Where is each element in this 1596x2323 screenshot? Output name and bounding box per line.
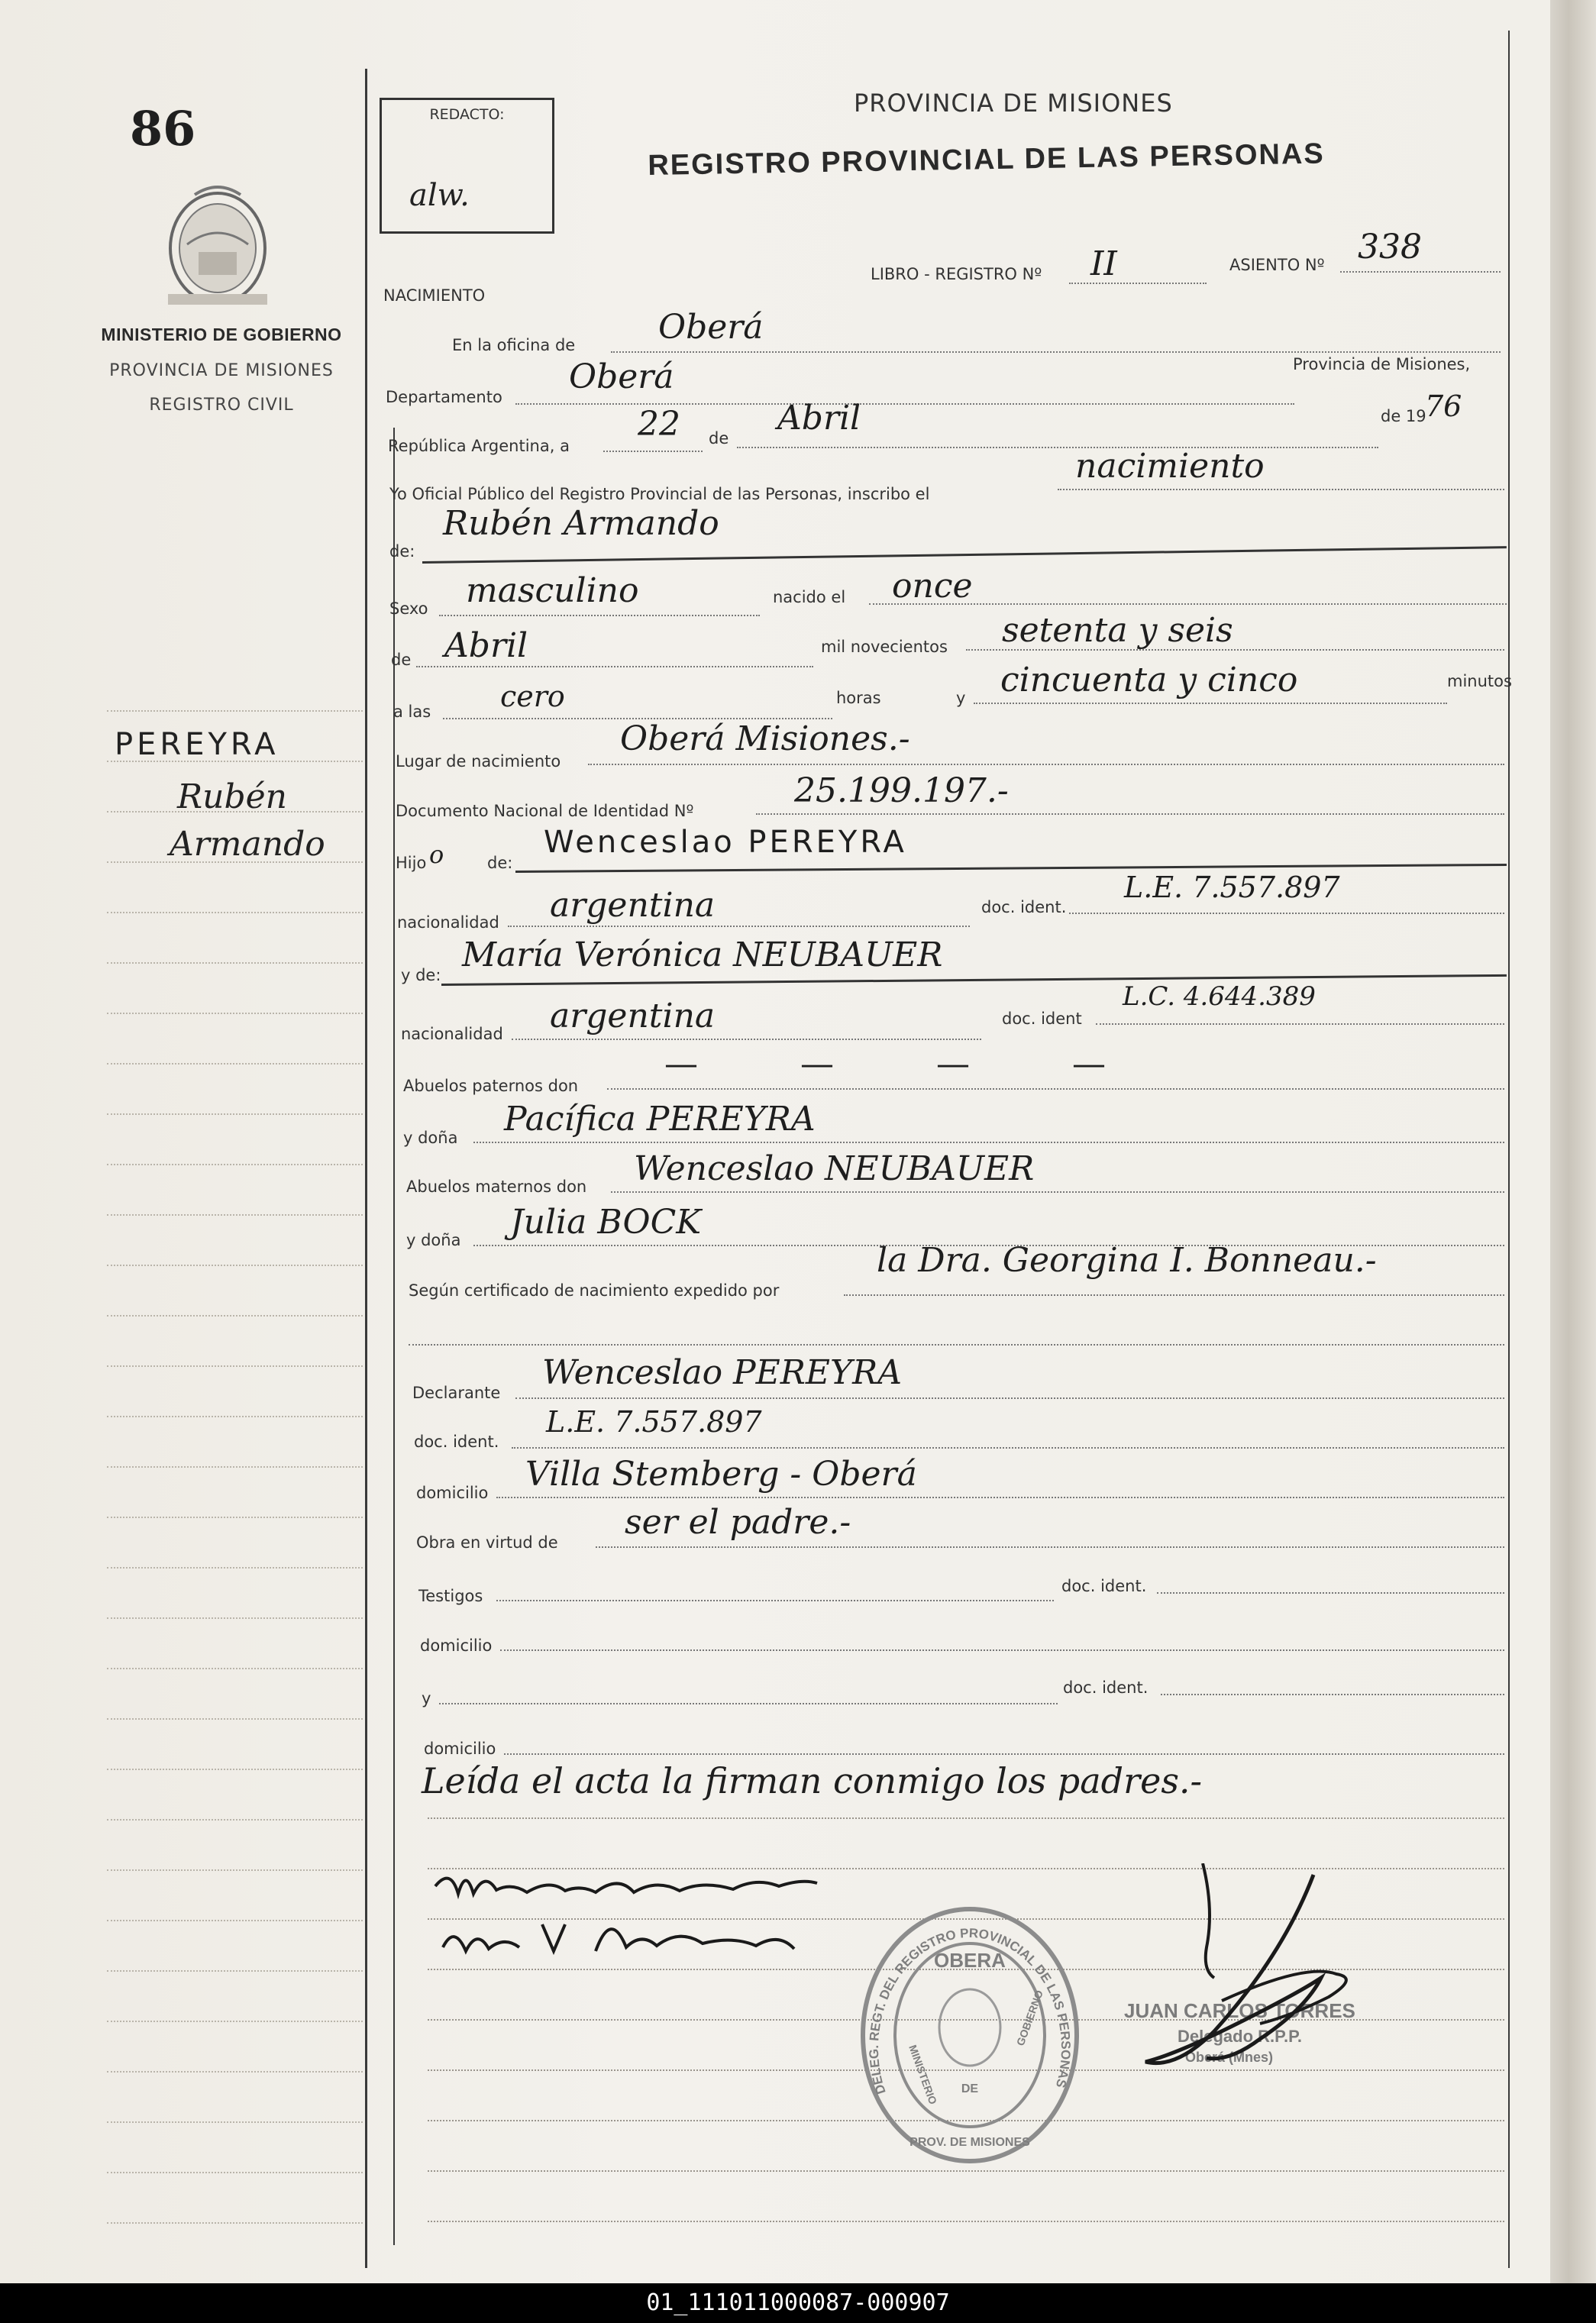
doc-madre-dots [1096,1023,1504,1025]
stamp-bottom-text: PROV. DE MISIONES [909,2136,1030,2149]
margin-rule [107,2071,363,2073]
margin-rule [107,1517,363,1518]
cert-label: Según certificado de nacimiento expedido por [409,1281,780,1300]
libro-label: LIBRO - REGISTRO Nº [871,265,1042,283]
margin-rule [107,1265,363,1266]
nombre-de-label: de: [389,542,415,561]
declarante-value: Wenceslao PEREYRA [542,1353,902,1392]
margin-rule [107,1466,363,1468]
mes-value: Abril [777,399,861,438]
padre-value: Wenceslao PEREYRA [544,825,907,860]
ab-pat-don-value: — — — — [664,1045,1152,1084]
testigos-dots [496,1600,1054,1601]
cert-value: la Dra. Georgina I. Bonneau.- [877,1241,1377,1280]
official-stamp [855,1901,1084,2169]
officer-place: Oberá (Mnes) [1185,2050,1274,2065]
page-edge [1550,0,1596,2283]
officer-title: Delegado R.P.P. [1178,2027,1303,2046]
ab-mat-dona-value: Julia BOCK [510,1203,702,1242]
madre-line [441,974,1507,986]
doc-padre-dots [1069,913,1504,914]
doc-madre-value: L.C. 4.644.389 [1123,981,1316,1012]
oficial-label: Yo Oficial Público del Registro Provincial de las Personas, inscribo el [389,485,930,503]
mes-dots [737,447,1378,448]
lugar-label: Lugar de nacimiento [396,752,561,771]
declarante-label: Declarante [412,1384,501,1402]
lugar-dots [588,764,1504,765]
right-border [1508,31,1510,2268]
padre-line [515,864,1507,873]
parents-signatures [428,1863,825,1985]
margin-rule [107,2121,363,2123]
cert-dots-2 [409,1344,1504,1346]
margin-rule [107,1869,363,1871]
margin-rule [107,1164,363,1165]
redacto-box [380,98,554,234]
blank-rule [428,2170,1504,2172]
dom3-dots [504,1753,1504,1755]
margin-rule [107,761,363,762]
mil-label: mil novecientos [821,638,948,656]
ministry-province: PROVINCIA DE MISIONES [109,361,334,380]
ab-pat-dots [607,1088,1504,1090]
margin-firstname: Rubén [177,777,288,816]
stamp-center-1: MINISTERIO [906,2043,940,2106]
oficina-label: En la oficina de [452,336,576,354]
doc-padre-value: L.E. 7.557.897 [1124,871,1340,904]
dia-dots [603,451,703,452]
record-type: NACIMIENTO [383,286,486,305]
mes-nac-value: Abril [444,626,528,665]
oficina-dots [611,351,1501,353]
stamp-top-text: OBERA [934,1949,1006,1972]
dia-value: 22 [638,405,680,444]
dom2-label: domicilio [420,1636,493,1655]
minutos-label: minutos [1447,672,1512,690]
margin-rule [107,1013,363,1014]
departamento-value: Oberá [569,357,674,396]
margin-surname: PEREYRA [115,727,279,762]
nac-madre-dots [512,1039,981,1040]
registry-title: REGISTRO PROVINCIAL DE LAS PERSONAS [648,137,1326,182]
y2-label: y [422,1689,431,1708]
margin-rule [107,1365,363,1367]
anio-value: 76 [1425,389,1462,423]
margin-rule [107,1970,363,1972]
anio-label: de 19 [1381,407,1426,425]
margin-rule [107,1063,363,1065]
officer-signature [1130,1863,1420,2092]
asiento-label: ASIENTO Nº [1229,256,1325,274]
departamento-label: Departamento [386,388,502,406]
minutos-value: cincuenta y cinco [1000,661,1298,699]
sexo-dots [439,615,760,616]
blank-rule [428,2221,1504,2222]
ab-pat-label: Abuelos paternos don [403,1077,579,1095]
ab-pat-dona-label: y doña [403,1129,458,1147]
ab-mat-dona-label: y doña [406,1231,461,1249]
nac-padre-label: nacionalidad [397,913,499,932]
margin-rule [107,1920,363,1921]
dni-value: 25.199.197.- [794,771,1009,810]
test-doc-label: doc. ident. [1061,1577,1147,1595]
test2-doc-label: doc. ident. [1063,1678,1149,1697]
ab-mat-dots [611,1191,1504,1193]
testigos-label: Testigos [418,1587,483,1605]
stamp-center-3: GOBIERNO [1013,1988,1045,2048]
lugar-value: Oberá Misiones.- [620,719,910,758]
margin-rule [107,811,363,813]
domicilio-label: domicilio [416,1484,489,1502]
ministry-name: MINISTERIO DE GOBIERNO [101,325,342,344]
alas-label: a las [393,703,431,721]
dni-label: Documento Nacional de Identidad Nº [396,802,694,820]
oficina-value: Oberá [658,308,764,347]
y-label: y [956,689,966,707]
officer-name: JUAN CARLOS TORRES [1124,1999,1355,2022]
dni-dots [756,813,1504,815]
decl-doc-dots [512,1447,1504,1449]
nombre-value: Rubén Armando [443,504,719,543]
de2-label: de [391,651,412,669]
madre-value: María Verónica NEUBAUER [462,935,943,974]
margin-rule [107,912,363,913]
hijo-de-label: de: [487,854,513,872]
margin-rule [107,962,363,964]
doc-padre-label: doc. ident. [981,898,1067,916]
cert-dots [844,1294,1504,1296]
dia-de-label: de [709,429,729,447]
margin-rule [107,1416,363,1417]
horas-value: cero [500,680,565,713]
nacido-value: once [892,567,973,606]
nac-padre-value: argentina [550,886,716,925]
margin-rule [107,1315,363,1317]
domicilio-dots [496,1497,1504,1498]
anio-nac-value: setenta y seis [1002,611,1233,650]
ab-mat-label: Abuelos maternos don [406,1178,587,1196]
margin-rule [107,1113,363,1115]
closing-text: Leída el acta la firman conmigo los padres.- [422,1760,1203,1801]
dom3-label: domicilio [424,1740,496,1758]
sexo-value: masculino [466,571,639,610]
republica-label: República Argentina, a [388,437,570,455]
minutos-dots [974,703,1447,704]
margin-rule [107,1769,363,1770]
domicilio-value: Villa Stemberg - Oberá [525,1455,917,1494]
margin-rule [107,1668,363,1669]
decl-doc-label: doc. ident. [414,1433,499,1451]
test-doc-dots [1157,1592,1504,1594]
margin-rule [107,2222,363,2224]
coat-of-arms-icon [160,179,275,309]
margin-rule [107,1819,363,1821]
dom2-dots [500,1649,1504,1651]
hijo-suffix: o [429,840,444,869]
doc-madre-label: doc. ident [1002,1010,1082,1028]
test2-doc-dots [1161,1694,1504,1695]
nac-madre-value: argentina [550,997,716,1035]
margin-rule [107,1718,363,1720]
margin-rule [107,1567,363,1569]
asiento-value: 338 [1358,228,1422,267]
provincia-label: Provincia de Misiones, [1293,355,1471,373]
yde-label: y de: [401,966,441,984]
y2-dots [439,1703,1058,1704]
inscribo-value: nacimiento [1075,447,1265,486]
image-footer [0,2283,1596,2323]
page-number: 86 [130,101,196,157]
departamento-dots [515,403,1294,405]
margin-divider [365,69,367,2268]
form-divider [393,428,395,2245]
obra-value: ser el padre.- [625,1503,851,1542]
margin-rule [107,2021,363,2022]
nac-madre-label: nacionalidad [401,1025,503,1043]
margin-rule [107,710,363,712]
stamp-center-2: DE [961,2082,979,2095]
asiento-dots [1340,271,1501,273]
margin-rule [107,2172,363,2173]
stamp-ring-text: DELEG. REGT. DEL REGISTRO PROVINCIAL DE LAS PERSONAS [866,1925,1074,2096]
redacto-value: alw. [409,178,470,213]
libro-value: II [1090,244,1117,283]
ab-mat-don-value: Wenceslao NEUBAUER [634,1149,1035,1188]
obra-dots [596,1546,1504,1548]
decl-doc-value: L.E. 7.557.897 [546,1405,762,1439]
blank-rule [428,1817,1504,1819]
sexo-label: Sexo [389,599,428,618]
margin-rule [107,1617,363,1619]
ab-pat-dona-value: Pacífica PEREYRA [504,1100,816,1139]
redacto-label: REDACTO: [429,106,505,123]
declarante-dots [515,1397,1504,1399]
nacido-label: nacido el [773,588,846,606]
margin-rule [107,1214,363,1216]
margin-middlename: Armando [170,825,325,864]
province-title: PROVINCIA DE MISIONES [854,89,1173,118]
hijo-label: Hijo [396,854,427,872]
ab-pat-dona-dots [473,1142,1504,1143]
inscribo-dots [1058,489,1504,490]
margin-rule [107,861,363,863]
nombre-line [422,546,1507,564]
footer-identifier: 01_111011000087-000907 [646,2289,950,2316]
mes-nac-dots [416,666,813,667]
libro-dots [1069,283,1207,284]
nac-padre-dots [508,926,970,927]
hora-label: horas [836,689,881,707]
obra-label: Obra en virtud de [416,1533,558,1552]
ministry-registry: REGISTRO CIVIL [149,396,294,415]
